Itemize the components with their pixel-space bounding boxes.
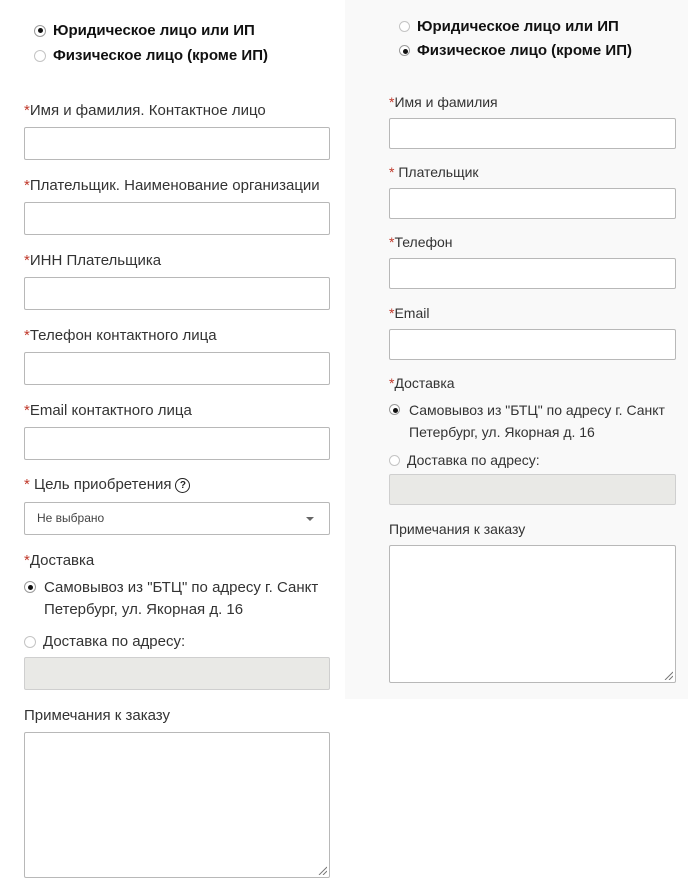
question-circle-icon[interactable]: ? (175, 478, 190, 493)
radio-label: Доставка по адресу: (43, 633, 186, 650)
radio-button-selected[interactable] (399, 45, 410, 56)
phone-label (24, 327, 217, 344)
radio-legal-entity[interactable] (399, 18, 619, 35)
required-mark: * (389, 305, 395, 321)
radio-label: Юридическое лицо или ИП (417, 18, 619, 35)
radio-label: Физическое лицо (кроме ИП) (53, 47, 268, 64)
pickup-line-1: Самовывоз из "БТЦ" по адресу г. Санкт (409, 402, 665, 418)
inn-label (24, 252, 161, 269)
radio-label: Доставка по адресу: (407, 452, 540, 468)
pickup-line-2: Петербург, ул. Якорная д. 16 (44, 601, 244, 618)
required-mark: * (389, 234, 395, 250)
email-input[interactable] (24, 427, 330, 460)
required-mark: * (24, 252, 30, 269)
inn-input[interactable] (24, 277, 330, 310)
radio-button-selected[interactable] (389, 404, 400, 415)
label-text: ИНН Плательщика (29, 252, 162, 269)
name-input[interactable] (389, 118, 676, 149)
required-mark: * (24, 552, 30, 569)
required-mark: * (24, 476, 35, 493)
delivery-address-input[interactable] (24, 657, 330, 690)
label-text: Плательщик (398, 164, 479, 180)
label-text: Цель приобретения (34, 476, 172, 493)
contact-name-input[interactable] (24, 127, 330, 160)
radio-button[interactable] (24, 636, 36, 648)
pickup-address (44, 577, 318, 621)
required-mark: * (24, 327, 30, 344)
name-label (389, 94, 498, 110)
pickup-line-1: Самовывоз из "БТЦ" по адресу г. Санкт (44, 579, 319, 596)
resize-handle-icon[interactable] (318, 866, 327, 875)
delivery-address-input[interactable] (389, 474, 676, 505)
payer-label (24, 177, 320, 194)
pickup-address (409, 399, 665, 443)
notes-textarea[interactable] (24, 732, 330, 878)
radio-label: Юридическое лицо или ИП (53, 22, 255, 39)
payer-label (389, 164, 479, 180)
delivery-label (24, 552, 94, 569)
required-mark: * (389, 375, 395, 391)
radio-pickup[interactable] (389, 404, 400, 415)
label-text: Телефон (394, 234, 453, 250)
required-mark: * (389, 164, 399, 180)
radio-button[interactable] (34, 50, 46, 62)
phone-input[interactable] (389, 258, 676, 289)
resize-handle-icon[interactable] (664, 671, 673, 680)
label-text: Имя и фамилия (394, 94, 498, 110)
label-text: Телефон контактного лица (29, 327, 217, 344)
label-text: Email контактного лица (29, 402, 192, 419)
label-text: Доставка (29, 552, 95, 569)
contact-name-label (24, 102, 266, 119)
payer-input[interactable] (24, 202, 330, 235)
radio-button[interactable] (399, 21, 410, 32)
purpose-select[interactable] (24, 502, 330, 535)
email-label (389, 305, 429, 321)
radio-legal-entity[interactable] (34, 22, 255, 39)
label-text: Плательщик. Наименование организации (29, 177, 320, 194)
radio-button-selected[interactable] (24, 581, 36, 593)
radio-individual[interactable] (399, 42, 632, 59)
select-value: Не выбрано (37, 511, 105, 525)
phone-label (389, 234, 453, 250)
label-text: Имя и фамилия. Контактное лицо (29, 102, 266, 119)
pickup-line-2: Петербург, ул. Якорная д. 16 (409, 424, 595, 440)
chevron-down-icon (306, 517, 314, 521)
radio-button[interactable] (389, 455, 400, 466)
notes-label: Примечания к заказу (389, 521, 526, 537)
radio-delivery-address[interactable] (24, 633, 185, 650)
required-mark: * (24, 102, 30, 119)
email-label (24, 402, 192, 419)
delivery-label (389, 375, 455, 391)
label-text: Доставка (394, 375, 455, 391)
purpose-label (24, 476, 190, 493)
email-input[interactable] (389, 329, 676, 360)
required-mark: * (389, 94, 395, 110)
radio-pickup[interactable] (24, 581, 36, 593)
label-text: Email (394, 305, 430, 321)
required-mark: * (24, 402, 30, 419)
radio-label: Физическое лицо (кроме ИП) (417, 42, 632, 59)
notes-label: Примечания к заказу (24, 707, 170, 724)
radio-individual[interactable] (34, 47, 268, 64)
radio-button-selected[interactable] (34, 25, 46, 37)
radio-delivery-address[interactable] (389, 452, 540, 468)
required-mark: * (24, 177, 30, 194)
phone-input[interactable] (24, 352, 330, 385)
payer-input[interactable] (389, 188, 676, 219)
individual-form (345, 0, 688, 699)
notes-textarea[interactable] (389, 545, 676, 683)
